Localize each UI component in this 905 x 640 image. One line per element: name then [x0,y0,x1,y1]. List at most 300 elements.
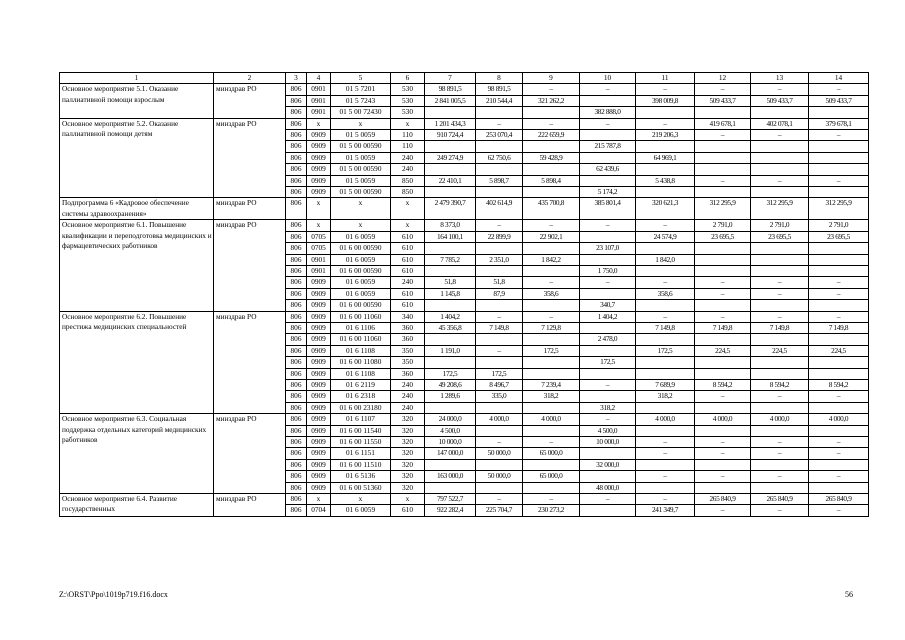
amount-cell [523,187,580,198]
amount-cell: – [636,448,695,459]
code-cell: 806 [286,494,307,505]
amount-cell [523,334,580,345]
amount-cell: 48 000,0 [580,482,636,493]
amount-cell: – [695,288,751,299]
amount-cell: – [476,345,523,356]
code-cell: 360 [391,322,425,333]
code-cell: 01 5 00 72430 [331,107,391,118]
amount-cell [695,334,751,345]
column-header: 3 [286,73,307,84]
amount-cell: 4 500,0 [425,425,476,436]
amount-cell: – [476,311,523,322]
budget-table [59,72,869,517]
amount-cell: 910 724,4 [425,130,476,141]
amount-cell [751,141,809,152]
amount-cell: 435 700,8 [523,198,580,220]
amount-cell: 22 410,1 [425,175,476,186]
code-cell: 0909 [307,152,331,163]
code-cell: х [391,198,425,220]
amount-cell [751,459,809,470]
column-header: 6 [391,73,425,84]
column-header: 11 [636,73,695,84]
amount-cell: – [809,130,869,141]
code-cell: 01 6 0059 [331,288,391,299]
amount-cell [751,107,809,118]
amount-cell: 358,6 [636,288,695,299]
amount-cell [476,482,523,493]
amount-cell: 45 356,8 [425,322,476,333]
amount-cell: 265 840,9 [751,494,809,505]
amount-cell: 2 791,0 [751,220,809,231]
amount-cell [809,300,869,311]
column-header: 10 [580,73,636,84]
amount-cell: – [580,220,636,231]
amount-cell: 265 840,9 [809,494,869,505]
amount-cell: 8 594,2 [695,379,751,390]
amount-cell: 1 404,2 [580,311,636,322]
code-cell: 0909 [307,459,331,470]
column-header: 8 [476,73,523,84]
amount-cell: 219 206,3 [636,130,695,141]
table-row [60,220,869,231]
code-cell: 806 [286,437,307,448]
amount-cell: 419 678,1 [695,118,751,129]
amount-cell: 2 841 005,5 [425,95,476,106]
code-cell: 0909 [307,471,331,482]
amount-cell [695,300,751,311]
amount-cell [476,334,523,345]
amount-cell: – [751,311,809,322]
amount-cell [523,107,580,118]
code-cell: 610 [391,265,425,276]
code-cell: 610 [391,231,425,242]
amount-cell: 1 201 434,3 [425,118,476,129]
amount-cell: 922 282,4 [425,505,476,516]
amount-cell [695,357,751,368]
footer-page-number: 56 [845,590,853,599]
amount-cell: 222 659,9 [523,130,580,141]
amount-cell [636,243,695,254]
amount-cell: 23 695,5 [809,231,869,242]
amount-cell: – [751,471,809,482]
code-cell: 350 [391,345,425,356]
table-header-row [60,73,869,84]
amount-cell: 49 208,6 [425,379,476,390]
code-cell: 0901 [307,107,331,118]
code-cell: 320 [391,448,425,459]
amount-cell: 224,5 [695,345,751,356]
code-cell: 01 6 00 00590 [331,300,391,311]
code-cell: 610 [391,243,425,254]
amount-cell: 172,5 [580,357,636,368]
code-cell: 01 5 0059 [331,152,391,163]
amount-cell: 4 000,0 [476,414,523,425]
code-cell: 240 [391,391,425,402]
amount-cell: 24 574,9 [636,231,695,242]
amount-cell: 164 100,1 [425,231,476,242]
code-cell: 806 [286,152,307,163]
amount-cell [695,459,751,470]
amount-cell: 10 000,0 [580,437,636,448]
code-cell: 360 [391,368,425,379]
amount-cell: 8 594,2 [751,379,809,390]
amount-cell [636,334,695,345]
amount-cell: 224,5 [751,345,809,356]
amount-cell: 147 000,0 [425,448,476,459]
amount-cell [751,368,809,379]
amount-cell: 64 969,1 [636,152,695,163]
amount-cell: – [523,311,580,322]
amount-cell [476,243,523,254]
code-cell: 0705 [307,231,331,242]
amount-cell: 382 888,0 [580,107,636,118]
code-cell: 610 [391,300,425,311]
amount-cell [580,345,636,356]
amount-cell [809,368,869,379]
amount-cell: 215 787,8 [580,141,636,152]
amount-cell: 253 070,4 [476,130,523,141]
code-cell: 850 [391,175,425,186]
code-cell: х [391,494,425,505]
amount-cell: 1 842,0 [636,254,695,265]
amount-cell [695,368,751,379]
amount-cell: 50 000,0 [476,471,523,482]
amount-cell [809,152,869,163]
code-cell: 806 [286,334,307,345]
amount-cell: – [580,277,636,288]
footer-file-path: Z:\ORST\Ppo\1019p719.f16.docx [59,590,168,599]
executor-cell: минздрав РО [214,494,286,517]
amount-cell: – [523,220,580,231]
column-header: 12 [695,73,751,84]
code-cell: 806 [286,175,307,186]
code-cell: х [307,118,331,129]
code-cell: 240 [391,152,425,163]
amount-cell: 50 000,0 [476,448,523,459]
amount-cell: 318,2 [523,391,580,402]
code-cell: 806 [286,345,307,356]
code-cell: 240 [391,402,425,413]
code-cell: 0909 [307,437,331,448]
amount-cell: – [809,437,869,448]
code-cell: 01 6 2119 [331,379,391,390]
amount-cell [636,300,695,311]
amount-cell [580,152,636,163]
amount-cell: 1 750,0 [580,265,636,276]
code-cell: 320 [391,437,425,448]
code-cell: 0909 [307,130,331,141]
amount-cell: 98 891,5 [425,84,476,95]
amount-cell: 22 899,9 [476,231,523,242]
code-cell: 01 5 7201 [331,84,391,95]
amount-cell [425,141,476,152]
amount-cell: – [476,437,523,448]
code-cell: 01 6 00 23180 [331,402,391,413]
executor-cell: минздрав РО [214,118,286,198]
amount-cell: – [636,220,695,231]
amount-cell: 265 840,9 [695,494,751,505]
amount-cell: 385 801,4 [580,198,636,220]
amount-cell: – [751,437,809,448]
code-cell: 01 5 0059 [331,130,391,141]
amount-cell [809,254,869,265]
amount-cell [636,459,695,470]
amount-cell: 51,8 [425,277,476,288]
code-cell: 0909 [307,334,331,345]
code-cell: 806 [286,118,307,129]
amount-cell: 1 289,6 [425,391,476,402]
amount-cell [523,459,580,470]
amount-cell: 210 544,4 [476,95,523,106]
amount-cell: 7 785,2 [425,254,476,265]
amount-cell: 312 295,9 [751,198,809,220]
amount-cell: 1 191,0 [425,345,476,356]
code-cell: 806 [286,482,307,493]
code-cell: 806 [286,300,307,311]
activity-name-cell: Основное мероприятие 6.3. Социальная поддержка отдельных категорий медицинских работников [60,414,214,494]
amount-cell: 98 891,5 [476,84,523,95]
code-cell: 01 6 0059 [331,254,391,265]
amount-cell [580,254,636,265]
amount-cell: – [809,505,869,516]
amount-cell: – [695,175,751,186]
code-cell: 01 6 00 11080 [331,357,391,368]
amount-cell: 172,5 [523,345,580,356]
code-cell: 340 [391,311,425,322]
amount-cell: – [751,505,809,516]
amount-cell: 5 898,4 [523,175,580,186]
code-cell: 806 [286,198,307,220]
amount-cell [636,164,695,175]
amount-cell [476,164,523,175]
amount-cell [476,141,523,152]
code-cell: 0909 [307,187,331,198]
code-cell: 806 [286,141,307,152]
amount-cell [751,187,809,198]
amount-cell [476,187,523,198]
code-cell: 806 [286,164,307,175]
amount-cell [809,402,869,413]
column-header: 2 [214,73,286,84]
amount-cell: 2 791,0 [695,220,751,231]
code-cell: х [331,118,391,129]
amount-cell: – [580,414,636,425]
amount-cell: – [695,448,751,459]
amount-cell: – [636,471,695,482]
amount-cell [751,425,809,436]
amount-cell [636,107,695,118]
amount-cell: 402 078,1 [751,118,809,129]
amount-cell: – [751,130,809,141]
amount-cell: 509 433,7 [751,95,809,106]
code-cell: 01 5 7243 [331,95,391,106]
code-cell: 0909 [307,164,331,175]
code-cell: 806 [286,277,307,288]
amount-cell [695,187,751,198]
amount-cell: 8 373,0 [425,220,476,231]
amount-cell [636,368,695,379]
amount-cell [425,107,476,118]
code-cell: 806 [286,425,307,436]
table-row [60,414,869,425]
amount-cell [751,265,809,276]
activity-name-cell: Основное мероприятие 5.2. Оказание паллиативной помощи детям [60,118,214,198]
amount-cell: 59 428,9 [523,152,580,163]
amount-cell: – [636,277,695,288]
code-cell: 110 [391,141,425,152]
code-cell: 0705 [307,243,331,254]
amount-cell: – [695,277,751,288]
amount-cell: 65 000,0 [523,471,580,482]
amount-cell [580,505,636,516]
amount-cell [809,107,869,118]
code-cell: 806 [286,357,307,368]
amount-cell: 7 129,8 [523,322,580,333]
amount-cell: 7 149,8 [695,322,751,333]
code-cell: 320 [391,414,425,425]
code-cell: 610 [391,288,425,299]
amount-cell: 335,0 [476,391,523,402]
amount-cell: 4 000,0 [636,414,695,425]
amount-cell: 5 438,8 [636,175,695,186]
amount-cell [636,402,695,413]
amount-cell: 7 149,8 [476,322,523,333]
amount-cell: 797 522,7 [425,494,476,505]
amount-cell [695,254,751,265]
amount-cell: – [636,118,695,129]
amount-cell [809,187,869,198]
code-cell: 806 [286,322,307,333]
code-cell: 0909 [307,311,331,322]
amount-cell [523,482,580,493]
amount-cell: – [523,84,580,95]
amount-cell: – [523,494,580,505]
amount-cell [476,425,523,436]
amount-cell: 163 000,0 [425,471,476,482]
amount-cell [580,368,636,379]
amount-cell: 1 145,8 [425,288,476,299]
amount-cell: 224,5 [809,345,869,356]
amount-cell: 509 433,7 [809,95,869,106]
executor-cell: минздрав РО [214,220,286,311]
amount-cell [580,448,636,459]
amount-cell [751,357,809,368]
amount-cell: 312 295,9 [695,198,751,220]
code-cell: 240 [391,379,425,390]
amount-cell: 2 351,0 [476,254,523,265]
code-cell: 806 [286,220,307,231]
amount-cell: 312 295,9 [809,198,869,220]
amount-cell: 402 614,9 [476,198,523,220]
amount-cell [425,357,476,368]
amount-cell: 7 149,8 [809,322,869,333]
amount-cell [523,300,580,311]
code-cell: 806 [286,107,307,118]
amount-cell: – [751,391,809,402]
amount-cell: 5 898,7 [476,175,523,186]
amount-cell [695,152,751,163]
activity-name-cell: Подпрограмма 6 «Кадровое обеспечение системы здравоохранения» [60,198,214,220]
amount-cell [523,368,580,379]
amount-cell: – [523,118,580,129]
amount-cell: – [751,175,809,186]
amount-cell [523,402,580,413]
amount-cell [809,243,869,254]
code-cell: 240 [391,277,425,288]
amount-cell: 32 000,0 [580,459,636,470]
code-cell: 806 [286,471,307,482]
code-cell: 0704 [307,505,331,516]
amount-cell [476,402,523,413]
code-cell: 01 6 1107 [331,414,391,425]
activity-name-cell: Основное мероприятие 6.4. Развитие государственных [60,494,214,517]
amount-cell [751,300,809,311]
amount-cell: – [523,437,580,448]
amount-cell [695,402,751,413]
amount-cell [523,357,580,368]
amount-cell: – [809,175,869,186]
amount-cell [580,130,636,141]
amount-cell [425,459,476,470]
code-cell: 01 5 00 00590 [331,164,391,175]
amount-cell: 4 000,0 [809,414,869,425]
amount-cell: 4 000,0 [695,414,751,425]
amount-cell [809,357,869,368]
amount-cell: 320 621,3 [636,198,695,220]
amount-cell [425,187,476,198]
amount-cell: 1 404,2 [425,311,476,322]
column-header: 1 [60,73,214,84]
column-header: 14 [809,73,869,84]
amount-cell: 51,8 [476,277,523,288]
amount-cell: 1 842,2 [523,254,580,265]
code-cell: 0901 [307,95,331,106]
executor-cell: минздрав РО [214,84,286,118]
amount-cell: 10 000,0 [425,437,476,448]
amount-cell: – [523,277,580,288]
amount-cell [580,471,636,482]
amount-cell: 62 439,6 [580,164,636,175]
budget-table-container [59,72,868,517]
code-cell: 01 6 0059 [331,231,391,242]
code-cell: 0909 [307,322,331,333]
activity-name-cell: Основное мероприятие 5.1. Оказание паллиативной помощи взрослым [60,84,214,118]
amount-cell [580,231,636,242]
amount-cell: 2 479 390,7 [425,198,476,220]
amount-cell [695,265,751,276]
amount-cell: – [695,311,751,322]
amount-cell: – [809,471,869,482]
amount-cell [809,334,869,345]
code-cell: х [331,198,391,220]
column-header: 4 [307,73,331,84]
amount-cell [695,243,751,254]
amount-cell: – [476,118,523,129]
amount-cell [636,425,695,436]
code-cell: 01 6 1108 [331,368,391,379]
amount-cell: 172,5 [476,368,523,379]
code-cell: 01 6 5136 [331,471,391,482]
amount-cell: – [636,311,695,322]
code-cell: 01 6 00 00590 [331,243,391,254]
code-cell: 806 [286,368,307,379]
amount-cell [809,459,869,470]
amount-cell [425,164,476,175]
amount-cell: 8 594,2 [809,379,869,390]
amount-cell [523,243,580,254]
amount-cell: – [636,84,695,95]
amount-cell: – [809,288,869,299]
